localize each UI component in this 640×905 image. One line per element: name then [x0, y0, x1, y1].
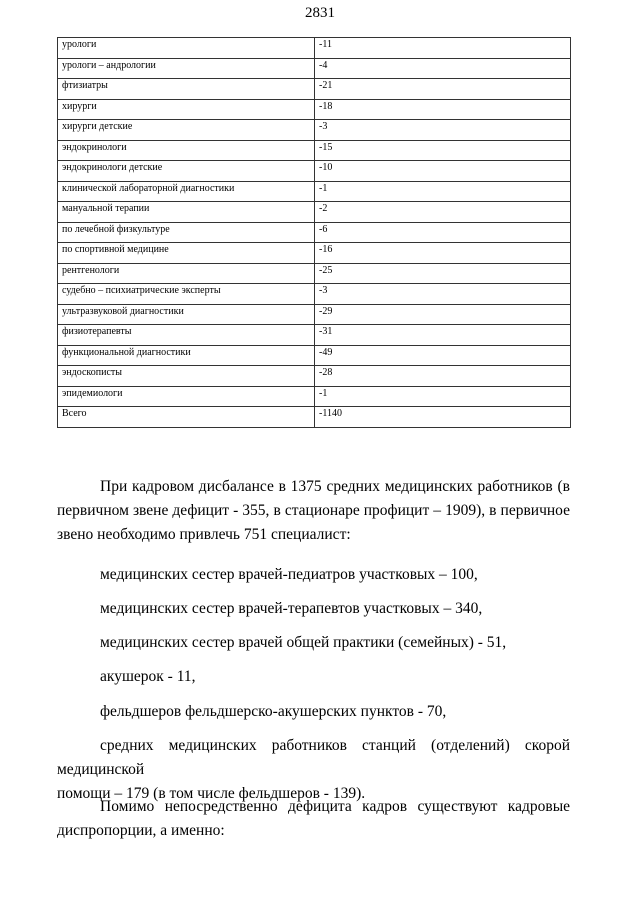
- table-cell-specialty: мануальной терапии: [58, 202, 315, 223]
- table-cell-specialty: физиотерапевты: [58, 325, 315, 346]
- table-cell-specialty: по лечебной физкультуре: [58, 222, 315, 243]
- table-cell-specialty: хирурги: [58, 99, 315, 120]
- table-row: [58, 140, 571, 161]
- table-row: [58, 222, 571, 243]
- table-cell-specialty: урологи – андрологии: [58, 58, 315, 79]
- table-cell-specialty: фтизиатры: [58, 79, 315, 100]
- table-cell-specialty: по спортивной медицине: [58, 243, 315, 264]
- table-cell-value: -11: [315, 38, 571, 59]
- table-cell-specialty: хирурги детские: [58, 120, 315, 141]
- table-cell-value: -2: [315, 202, 571, 223]
- list-item-nurses-pediatricians: медицинских сестер врачей-педиатров участковых – 100,: [100, 566, 478, 583]
- paragraph-1-line-2: первичном звене дефицит - 355, в стационаре профицит – 1909), в первичное: [57, 502, 570, 519]
- table-cell-specialty: судебно – психиатрические эксперты: [58, 284, 315, 305]
- paragraph-2: [57, 795, 570, 843]
- table-row: [58, 38, 571, 59]
- table-row: [58, 243, 571, 264]
- table-cell-value: -3: [315, 284, 571, 305]
- table-cell-value: -3: [315, 120, 571, 141]
- table-cell-value: -16: [315, 243, 571, 264]
- table-cell-specialty: эпидемиологи: [58, 386, 315, 407]
- table-row: [58, 202, 571, 223]
- list-item-nurses-therapists: медицинских сестер врачей-терапевтов участковых – 340,: [100, 600, 483, 617]
- list-item-midwives: акушерок - 11,: [100, 668, 196, 685]
- table-row: [58, 58, 571, 79]
- table-cell-specialty: эндоскописты: [58, 366, 315, 387]
- paragraph-2-line-1: Помимо непосредственно дефицита кадров существуют кадровые: [100, 798, 570, 815]
- table-row: [58, 99, 571, 120]
- table-row: [58, 304, 571, 325]
- list-item-paramedics-fap: фельдшеров фельдшерско-акушерских пунктов - 70,: [100, 703, 447, 720]
- table-cell-specialty: эндокринологи детские: [58, 161, 315, 182]
- table-row: [58, 407, 571, 428]
- table-row: [58, 284, 571, 305]
- table-row: [58, 79, 571, 100]
- table-row: [58, 181, 571, 202]
- table-cell-value: -10: [315, 161, 571, 182]
- paragraph-1: [57, 475, 570, 547]
- paragraph-1-line-3: звено необходимо привлечь 751 специалист:: [57, 526, 351, 543]
- table-cell-specialty: эндокринологи: [58, 140, 315, 161]
- table-cell-value: -15: [315, 140, 571, 161]
- table-cell-value: -25: [315, 263, 571, 284]
- table-cell-value: -21: [315, 79, 571, 100]
- table-cell-value: -29: [315, 304, 571, 325]
- table-cell-value: -49: [315, 345, 571, 366]
- table-cell-value: -1: [315, 386, 571, 407]
- table-row: [58, 386, 571, 407]
- table-cell-specialty: ультразвуковой диагностики: [58, 304, 315, 325]
- table-cell-specialty: функциональной диагностики: [58, 345, 315, 366]
- table-cell-value: -28: [315, 366, 571, 387]
- list-item-nurses-general-practice: медицинских сестер врачей общей практики (семейных) - 51,: [100, 634, 507, 651]
- paragraph-1-line-1: При кадровом дисбалансе в 1375 средних медицинских работников (в: [100, 478, 570, 495]
- list-item-emergency-staff-line-1: средних медицинских работников станций (отделений) скорой медицинской: [57, 737, 570, 778]
- table-cell-specialty: рентгенологи: [58, 263, 315, 284]
- table-cell-value: -1140: [315, 407, 571, 428]
- table-row: [58, 345, 571, 366]
- table-row: [58, 263, 571, 284]
- table-row: [58, 120, 571, 141]
- specialists-table: [57, 37, 571, 428]
- table-cell-value: -6: [315, 222, 571, 243]
- table-cell-value: -4: [315, 58, 571, 79]
- table-row: [58, 366, 571, 387]
- page-number: 2831: [305, 5, 335, 21]
- table-row: [58, 325, 571, 346]
- table-cell-specialty: Всего: [58, 407, 315, 428]
- table-cell-value: -18: [315, 99, 571, 120]
- table-cell-specialty: урологи: [58, 38, 315, 59]
- paragraph-2-line-2: диспропорции, а именно:: [57, 822, 225, 839]
- table-cell-value: -31: [315, 325, 571, 346]
- list-item-emergency-staff-line-2: помощи – 179 (в том числе фельдшеров - 139).: [57, 785, 366, 802]
- table-row: [58, 161, 571, 182]
- table-cell-value: -1: [315, 181, 571, 202]
- table-cell-specialty: клинической лабораторной диагностики: [58, 181, 315, 202]
